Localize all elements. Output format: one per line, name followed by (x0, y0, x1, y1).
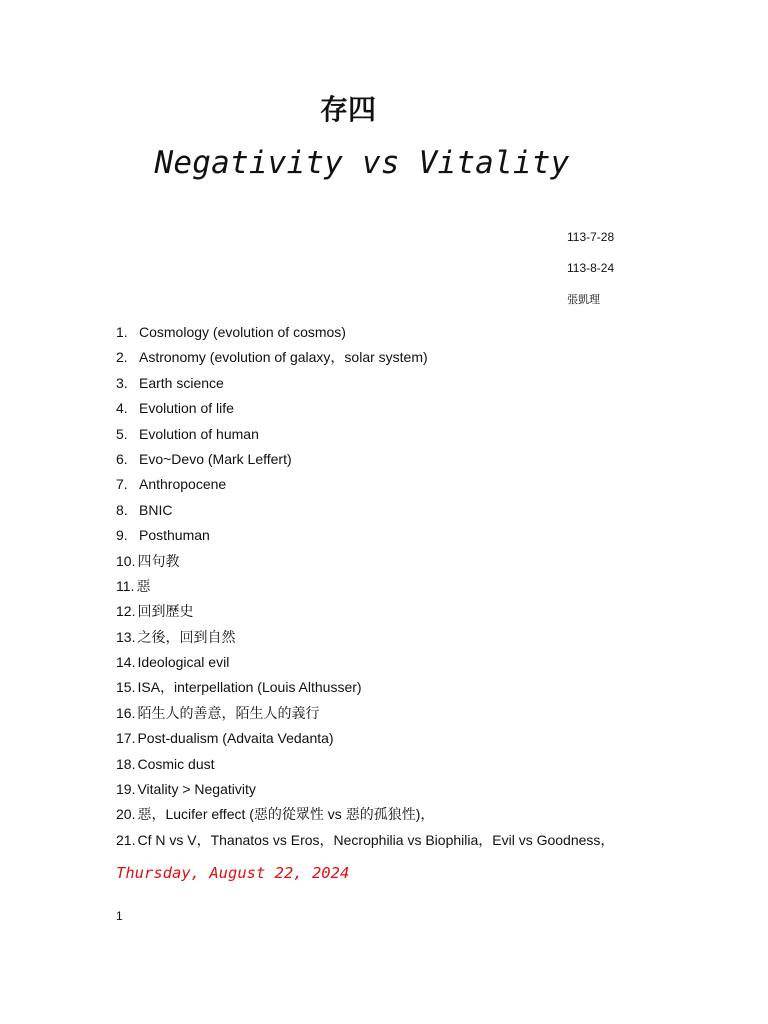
item-number: 13. (116, 628, 136, 645)
footer-date: Thursday, August 22, 2024 (116, 864, 350, 882)
item-text: Post-dualism (Advaita Vedanta) (137, 730, 334, 747)
item-number: 11. (116, 577, 135, 594)
item-text: Ideological evil (137, 654, 230, 671)
list-item (116, 345, 756, 370)
list-item (116, 828, 756, 853)
topic-list (116, 320, 756, 853)
item-number: 18. (116, 755, 136, 772)
list-item (116, 726, 756, 751)
item-number: 9. (116, 527, 128, 544)
item-text: 陌生人的善意，陌生人的義行 (137, 704, 320, 721)
item-text: Astronomy (evolution of galaxy，solar system) (139, 349, 428, 366)
list-item (116, 523, 756, 548)
item-number: 12. (116, 603, 136, 620)
item-text: BNIC (139, 501, 173, 518)
list-item (116, 320, 756, 345)
item-number: 10. (116, 552, 136, 569)
item-text: Cosmology (evolution of cosmos) (139, 324, 346, 340)
author-name: 張凱理 (567, 293, 600, 306)
page-number: 1 (116, 909, 123, 923)
item-number: 16. (116, 704, 136, 721)
list-item (116, 802, 756, 827)
item-text: Evo~Devo (Mark Leffert) (139, 450, 292, 467)
list-item (116, 447, 756, 472)
list-item (116, 777, 756, 802)
item-number: 3. (116, 374, 128, 391)
item-text: 惡，Lucifer effect (惡的從眾性 vs 惡的孤狼性)， (137, 806, 435, 823)
item-number: 15. (116, 679, 136, 696)
item-number: 20. (116, 806, 136, 823)
item-text: Earth science (139, 374, 224, 391)
list-item (116, 625, 756, 650)
item-number: 17. (116, 730, 136, 747)
item-text: 惡 (136, 577, 151, 594)
item-number: 2. (116, 349, 128, 366)
item-number: 14. (116, 654, 136, 671)
list-item (116, 371, 756, 396)
list-item (116, 599, 756, 624)
item-number: 4. (116, 400, 128, 417)
date-line-2: 113-8-24 (567, 261, 615, 275)
item-text: Cf N vs V，Thanatos vs Eros，Necrophilia vs Biophilia，Evil vs Goodness， (137, 831, 615, 848)
date-line-1: 113-7-28 (567, 230, 615, 244)
list-item (116, 422, 756, 447)
item-number: 5. (116, 425, 128, 442)
item-text: Evolution of human (139, 425, 259, 442)
list-item (116, 498, 756, 523)
item-number: 7. (116, 476, 128, 493)
item-text: Anthropocene (139, 476, 227, 493)
item-number: 19. (116, 781, 136, 798)
item-number: 8. (116, 501, 128, 518)
item-text: ISA，interpellation (Louis Althusser) (137, 679, 362, 696)
list-item (116, 574, 756, 599)
list-item (116, 549, 756, 574)
item-number: 6. (116, 450, 128, 467)
item-number: 21. (116, 831, 136, 848)
list-item (116, 650, 756, 675)
list-item (116, 752, 756, 777)
list-item (116, 675, 756, 700)
item-text: Cosmic dust (137, 755, 215, 772)
english-title: Negativity vs Vitality (154, 145, 570, 181)
item-number: 1. (116, 324, 128, 340)
list-item (116, 472, 756, 497)
chinese-title: 存四 (319, 93, 376, 126)
item-text: 四句教 (137, 552, 180, 569)
item-text: 回到歷史 (137, 603, 194, 620)
item-text: 之後，回到自然 (137, 628, 236, 645)
list-item (116, 701, 756, 726)
item-text: Posthuman (139, 527, 210, 544)
item-text: Evolution of life (139, 400, 234, 417)
list-item (116, 396, 756, 421)
item-text: Vitality > Negativity (137, 781, 256, 798)
